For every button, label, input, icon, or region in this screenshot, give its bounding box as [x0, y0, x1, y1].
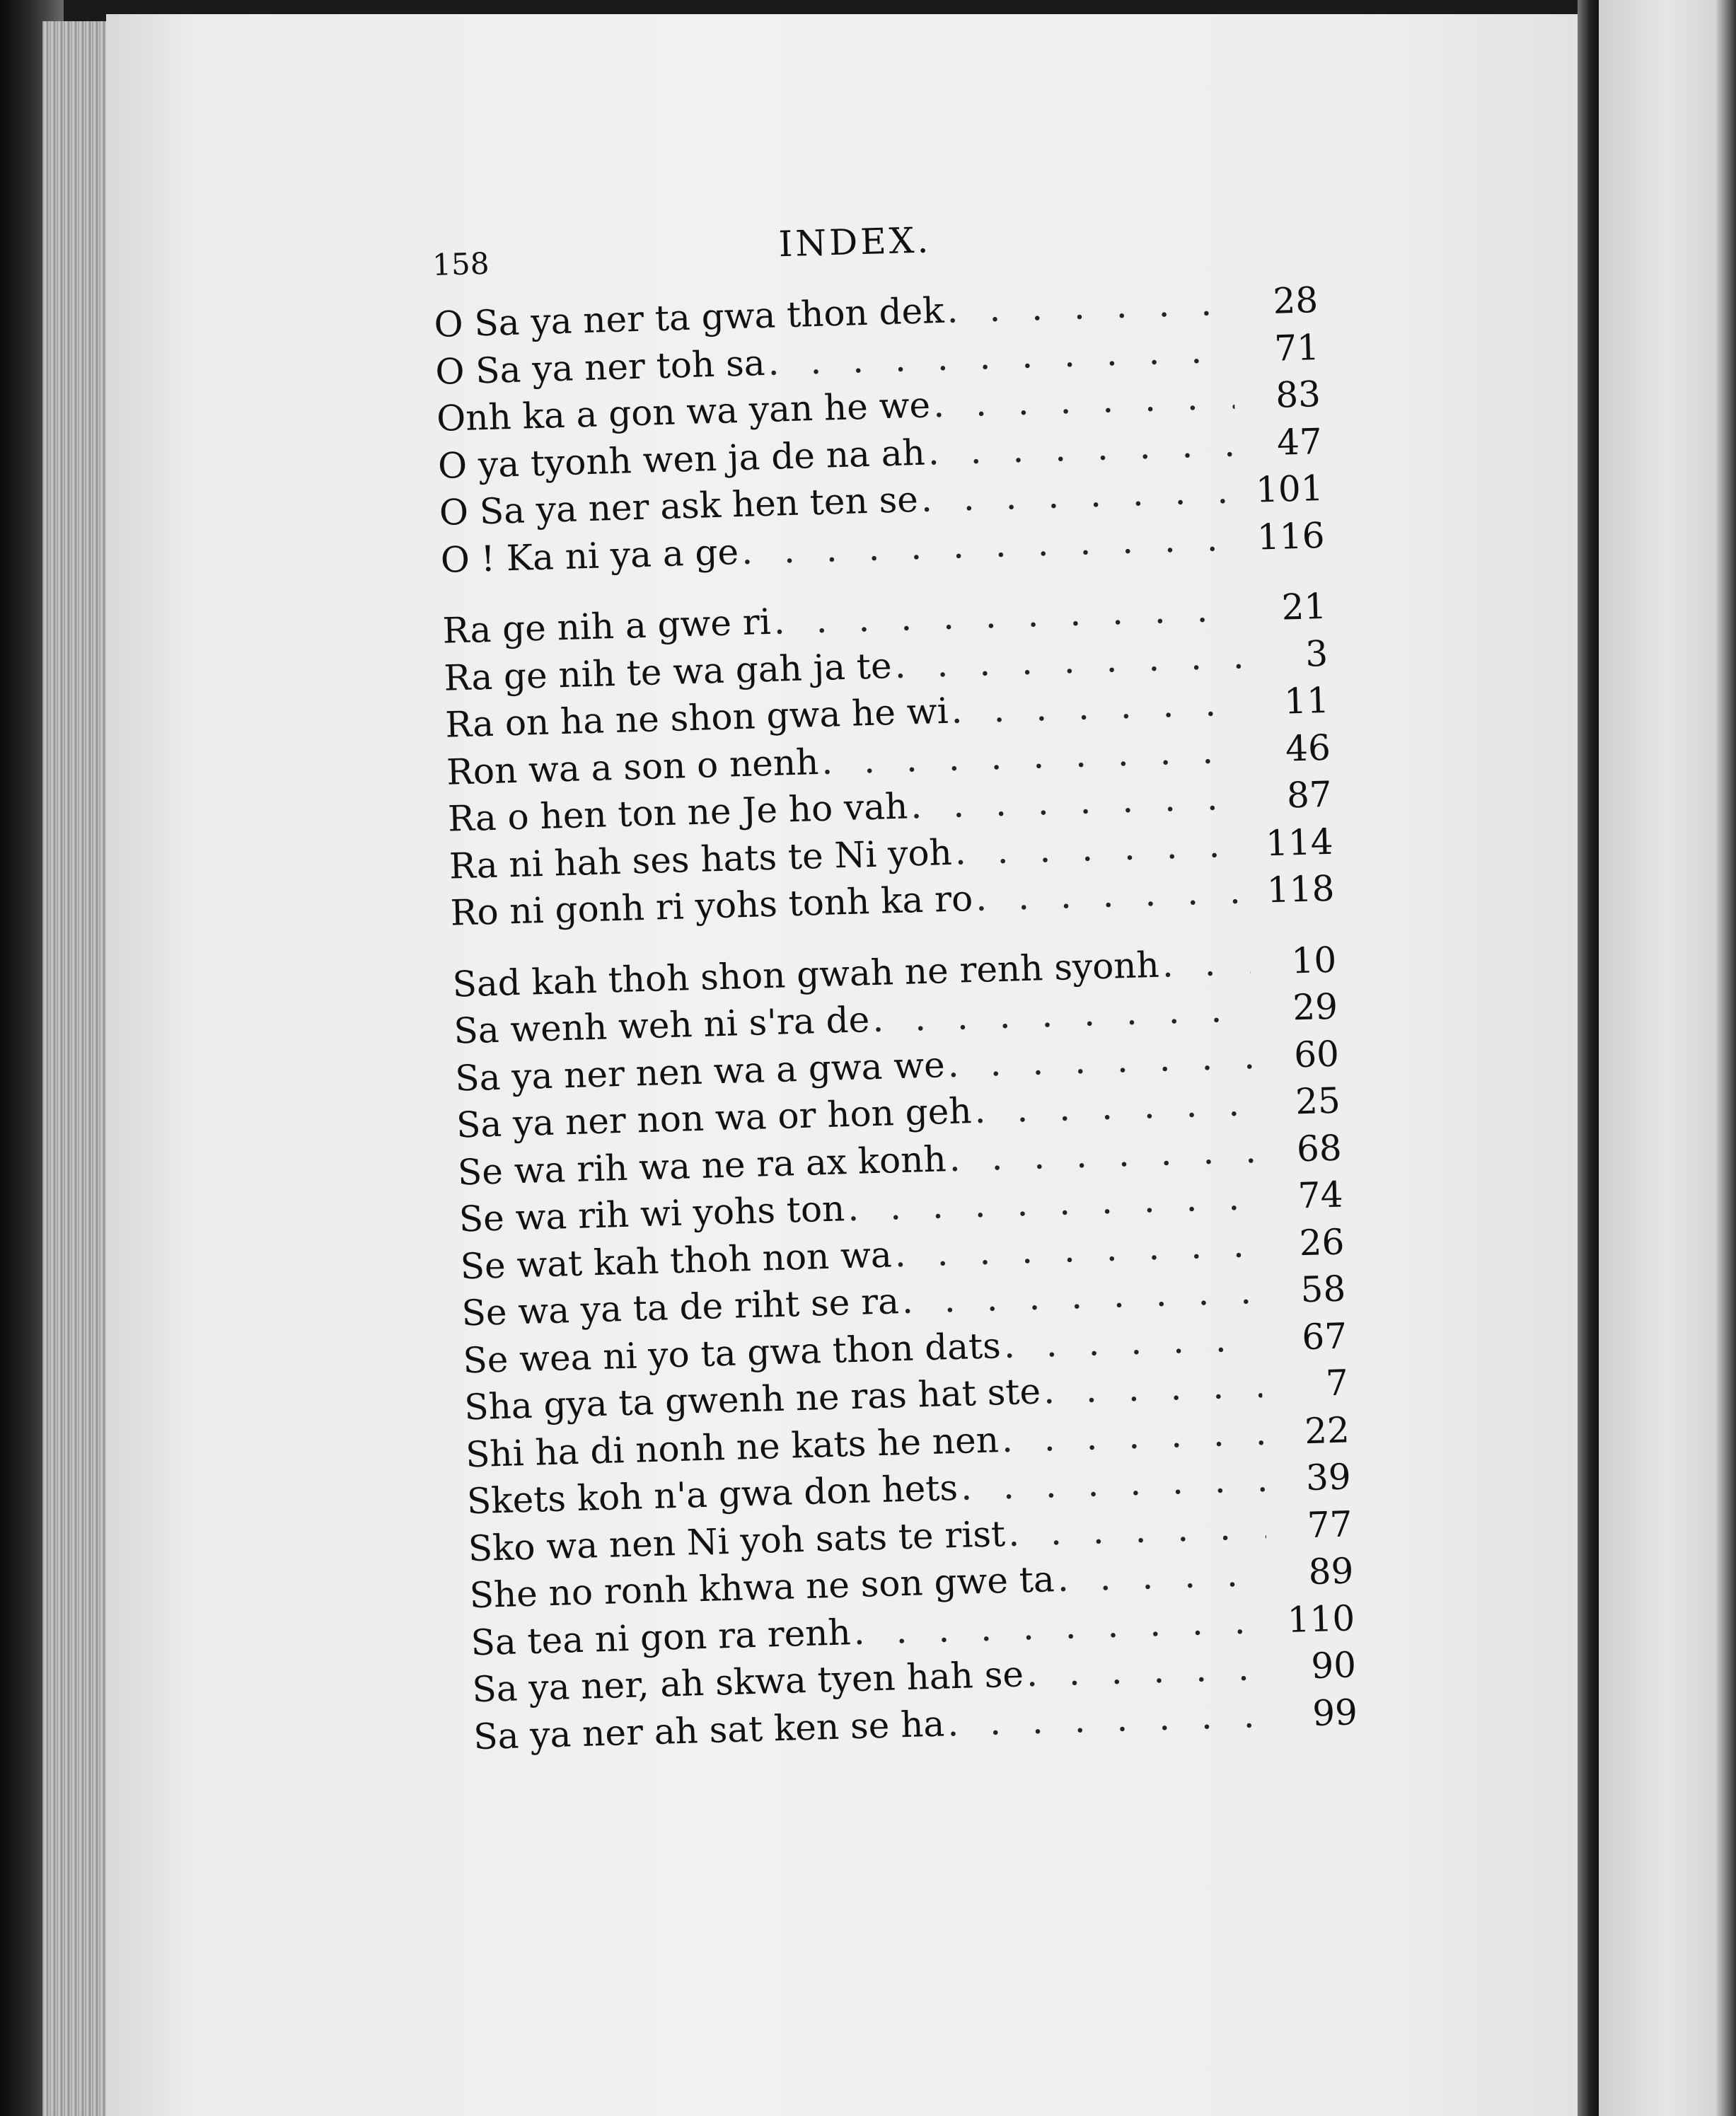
- running-title: INDEX.: [777, 219, 932, 265]
- entry-page-number: 118: [1266, 867, 1336, 911]
- entry-page-number: 7: [1325, 1362, 1349, 1404]
- entry-page-number: 10: [1290, 939, 1337, 981]
- entry-page-number: 87: [1286, 773, 1333, 816]
- entry-title: Shi ha di nonh ne kats he nen: [465, 1418, 1000, 1475]
- index-group: [442, 586, 1336, 940]
- entry-page-number: 47: [1276, 420, 1323, 463]
- dot-leader: [773, 588, 1241, 642]
- entry-page-number: 90: [1310, 1644, 1357, 1687]
- entry-page-number: 26: [1298, 1221, 1346, 1264]
- dot-leader: [1162, 942, 1251, 985]
- entry-title: O ! Ka ni ya a ge: [440, 531, 739, 581]
- index-content: [432, 209, 1359, 1787]
- entry-page-number: 21: [1280, 585, 1328, 628]
- facing-page: [1599, 0, 1736, 2116]
- entry-title: Sha gya ta gwenh ne ras hat ste: [463, 1370, 1041, 1428]
- entry-title: Sad kah thoh shon gwah ne renh syonh: [451, 944, 1160, 1005]
- dot-leader: [954, 823, 1248, 873]
- entry-page-number: 77: [1307, 1503, 1353, 1546]
- dot-leader: [920, 470, 1237, 519]
- entry-page-number: 83: [1275, 374, 1321, 416]
- dot-leader: [927, 423, 1237, 473]
- entry-title: O Sa ya ner ta gwa thon dek: [433, 289, 945, 345]
- entry-title: O Sa ya ner toh sa: [434, 342, 766, 393]
- entry-title: Sa ya ner, ah skwa tyen hah se: [471, 1653, 1024, 1711]
- dot-leader: [1057, 1553, 1268, 1600]
- entry-title: Ra ge nih a gwe ri: [441, 601, 772, 652]
- entry-page-number: 89: [1307, 1550, 1355, 1593]
- entry-title: Se wat kah thoh non wa: [459, 1233, 893, 1287]
- entry-page-number: 114: [1265, 821, 1334, 864]
- page-gutter: [1578, 0, 1599, 2116]
- entry-page-number: 110: [1286, 1597, 1355, 1641]
- dot-leader: [974, 1082, 1255, 1131]
- entry-title: Sa ya ner nen wa a gwa we: [454, 1043, 946, 1099]
- dot-leader: [894, 635, 1242, 686]
- entry-page-number: 67: [1301, 1314, 1348, 1358]
- dot-leader: [1026, 1647, 1271, 1695]
- dot-leader: [960, 1459, 1265, 1508]
- entry-page-number: 46: [1285, 727, 1331, 770]
- index-group: [434, 279, 1326, 586]
- entry-page-number: 101: [1255, 467, 1324, 511]
- entry-title: Sa ya ner ah sat ken se ha: [473, 1703, 945, 1757]
- dot-leader: [975, 870, 1249, 919]
- entry-page-number: 74: [1297, 1174, 1344, 1217]
- dot-leader: [1003, 1317, 1261, 1365]
- entry-title: Ra o hen ton ne Je ho vah: [447, 785, 909, 840]
- index-group: [452, 939, 1358, 1763]
- entry-title: Onh ka a gon wa yan he we: [436, 384, 931, 439]
- entry-page-number: 39: [1305, 1456, 1352, 1499]
- dot-leader: [932, 376, 1235, 425]
- dot-leader: [1007, 1505, 1266, 1554]
- entry-title: Ra on ha ne shon gwa he wi: [444, 690, 949, 746]
- dot-leader: [949, 1129, 1256, 1179]
- entry-page-number: 60: [1293, 1033, 1340, 1075]
- entry-page-number: 25: [1295, 1080, 1341, 1123]
- entry-page-number: 11: [1283, 679, 1330, 722]
- page-number: 158: [432, 245, 490, 282]
- entry-page-number: 71: [1273, 326, 1320, 369]
- entry-title: Sko wa nen Ni yoh sats te rist: [468, 1513, 1006, 1569]
- entry-page-number: 29: [1292, 985, 1338, 1029]
- dot-leader: [947, 1036, 1254, 1085]
- dot-leader: [1043, 1365, 1263, 1412]
- dot-leader: [947, 1694, 1271, 1744]
- entry-title: Ra ge nih te wa gah ja te: [443, 644, 893, 699]
- entry-page-number: 58: [1300, 1268, 1346, 1311]
- dot-leader: [947, 282, 1232, 330]
- entry-title: Se wa rih wa ne ra ax konh: [457, 1138, 947, 1193]
- index-list: [434, 279, 1358, 1763]
- entry-title: Se wa rih wi yohs ton: [458, 1188, 845, 1240]
- dot-leader: [1001, 1411, 1264, 1459]
- entry-page-number: 3: [1304, 632, 1329, 675]
- dot-leader: [951, 682, 1244, 731]
- entry-page-number: 22: [1304, 1409, 1350, 1452]
- entry-title: Se wea ni yo ta gwa thon dats: [462, 1324, 1002, 1381]
- entry-title: Sa tea ni gon ra renh: [470, 1611, 852, 1663]
- entry-title: Ra ni hah ses hats te Ni yoh: [449, 831, 953, 887]
- dot-leader: [910, 776, 1246, 826]
- entry-title: Skets koh n'a gwa don hets: [466, 1467, 959, 1522]
- entry-title: O ya tyonh wen ja de na ah: [437, 432, 926, 487]
- entry-title: O Sa ya ner ask hen ten se: [439, 478, 919, 533]
- entry-title: Sa wenh weh ni s'ra de: [453, 999, 870, 1052]
- entry-page-number: 28: [1272, 279, 1319, 322]
- entry-page-number: 116: [1256, 514, 1326, 558]
- entry-title: Sa ya ner non wa or hon geh: [456, 1090, 973, 1146]
- entry-page-number: 68: [1296, 1127, 1343, 1169]
- entry-title: She no ronh khwa ne son gwe ta: [468, 1559, 1055, 1617]
- entry-title: Ro ni gonh ri yohs tonh ka ro: [450, 878, 973, 934]
- entry-title: Se wa ya ta de riht se ra: [461, 1280, 900, 1334]
- entry-title: Ron wa a son o nenh: [446, 741, 819, 793]
- entry-page-number: 99: [1312, 1691, 1358, 1734]
